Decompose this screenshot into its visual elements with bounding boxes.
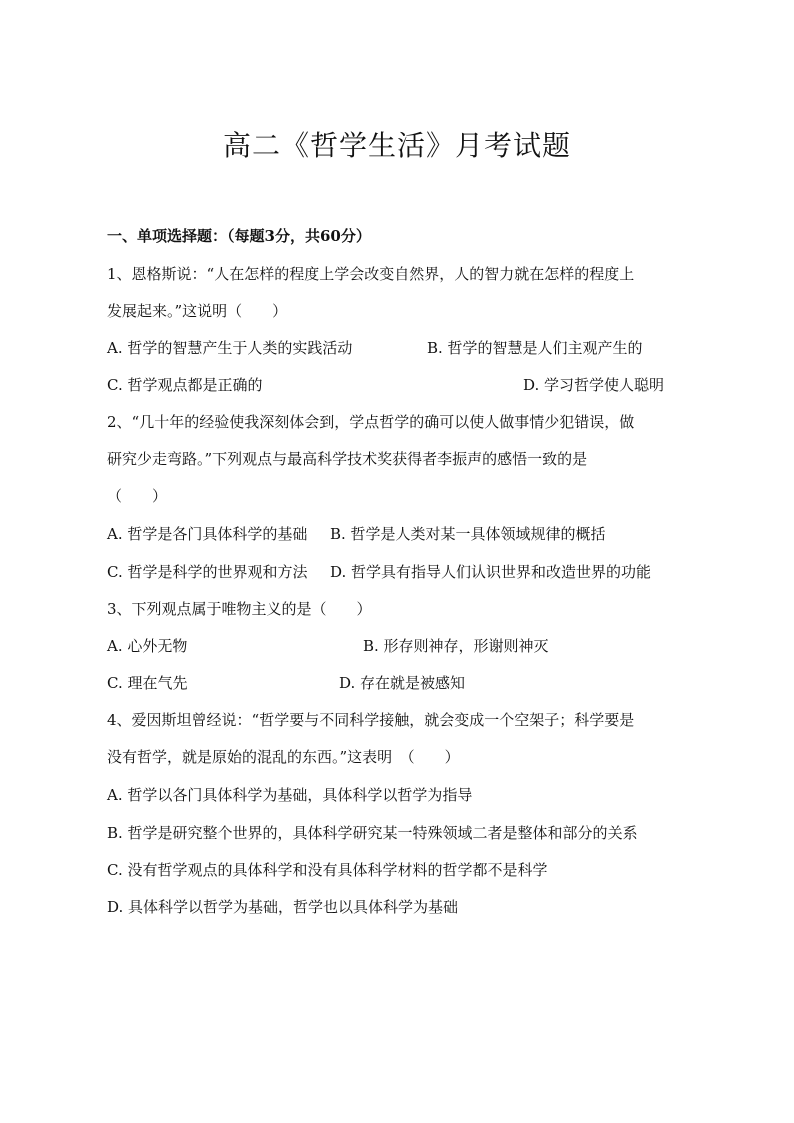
question-4-option-b: B. 哲学是研究整个世界的，具体科学研究某一特殊领域二者是整体和部分的关系 [107,824,638,842]
question-3-option-c: C. 理在气先 [107,674,188,692]
question-1-option-a: A. 哲学的智慧产生于人类的实践活动 [107,339,353,357]
question-2-stem-line-1: 2、“几十年的经验使我深刻体会到，学点哲学的确可以使人做事情少犯错误，做 [107,413,635,431]
question-4-option-a: A. 哲学以各门具体科学为基础，具体科学以哲学为指导 [107,786,473,804]
question-2-stem-line-2: 研究少走弯路。”下列观点与最高科学技术奖获得者李振声的感悟一致的是 [107,450,588,468]
question-1-option-c: C. 哲学观点都是正确的 [107,376,263,394]
question-3-stem-line-1: 3、下列观点属于唯物主义的是（ ） [107,600,372,618]
question-4-option-d: D. 具体科学以哲学为基础，哲学也以具体科学为基础 [107,898,459,916]
question-2-stem-line-3: （ ） [107,487,168,505]
question-1-stem-line-2: 发展起来。”这说明（ ） [107,302,288,320]
question-2-option-b: B. 哲学是人类对某一具体领域规律的概括 [330,525,606,543]
question-2-option-c: C. 哲学是科学的世界观和方法 [107,563,308,581]
question-4-stem-line-2: 没有哲学，就是原始的混乱的东西。”这表明 （ ） [107,748,460,766]
question-1-stem-line-1: 1、恩格斯说：“人在怎样的程度上学会改变自然界，人的智力就在怎样的程度上 [107,265,635,283]
question-3-option-a: A. 心外无物 [107,637,188,655]
question-1-option-d: D. 学习哲学使人聪明 [523,376,665,394]
question-2-option-a: A. 哲学是各门具体科学的基础 [107,525,308,543]
section-heading: 一、单项选择题：（每题3分，共60分） [107,227,371,245]
page-title: 高二《哲学生活》月考试题 [222,129,571,162]
question-3-option-d: D. 存在就是被感知 [339,674,466,692]
question-1-option-b: B. 哲学的智慧是人们主观产生的 [427,339,643,357]
question-4-stem-line-1: 4、爱因斯坦曾经说：“哲学要与不同科学接触，就会变成一个空架子；科学要是 [107,711,635,729]
question-2-option-d: D. 哲学具有指导人们认识世界和改造世界的功能 [330,563,652,581]
question-4-option-c: C. 没有哲学观点的具体科学和没有具体科学材料的哲学都不是科学 [107,861,548,879]
question-3-option-b: B. 形存则神存，形谢则神灭 [363,637,549,655]
